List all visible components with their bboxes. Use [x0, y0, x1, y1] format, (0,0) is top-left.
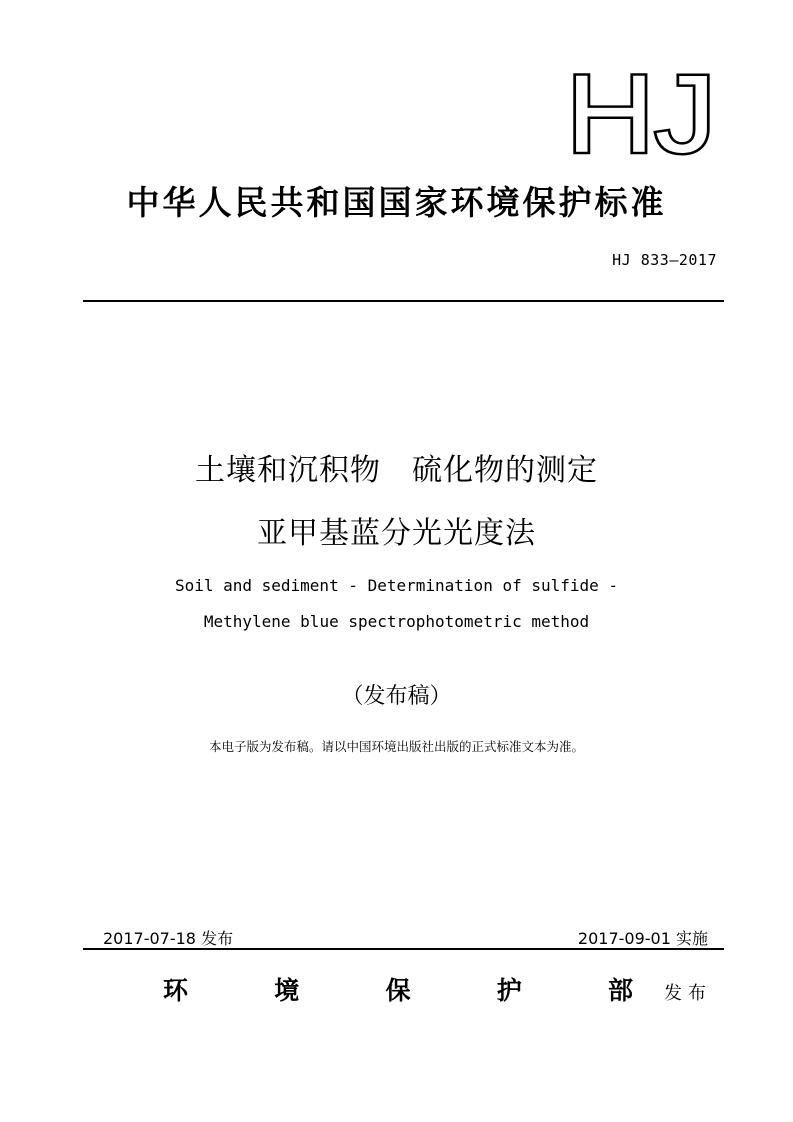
- bottom-divider: [83, 948, 724, 950]
- title-en-line1: Soil and sediment - Determination of sulfide -: [174, 576, 619, 595]
- top-divider: [83, 300, 724, 302]
- publish-label: 发布: [664, 983, 712, 1004]
- ministry-char: 护: [496, 976, 522, 1005]
- title-en-line2: Methylene blue spectrophotometric method: [203, 612, 590, 631]
- implementation-date: 2017-09-01 实施: [577, 929, 708, 948]
- title-zh-line2: 亚甲基蓝分光光度法: [257, 516, 536, 551]
- issue-date: 2017-07-18 发布: [103, 929, 234, 948]
- standard-code: HJ 833—2017: [612, 251, 717, 269]
- title-zh-line1: 土壤和沉积物 硫化物的测定: [195, 453, 598, 488]
- ministry-char: 保: [385, 976, 411, 1005]
- hj-logo: [562, 62, 722, 162]
- ministry-char: 部: [607, 976, 633, 1005]
- ministry-char: 环: [163, 976, 189, 1005]
- hj-logo-text: HJ: [566, 62, 716, 162]
- issuing-authority-title: 中华人民共和国国家环境保护标准: [126, 183, 667, 222]
- ministry-char: 境: [274, 976, 300, 1005]
- draft-label: （发布稿）: [341, 684, 452, 709]
- edition-note: 本电子版为发布稿。请以中国环境出版社出版的正式标准文本为准。: [208, 739, 584, 754]
- ministry-name: [163, 971, 633, 1007]
